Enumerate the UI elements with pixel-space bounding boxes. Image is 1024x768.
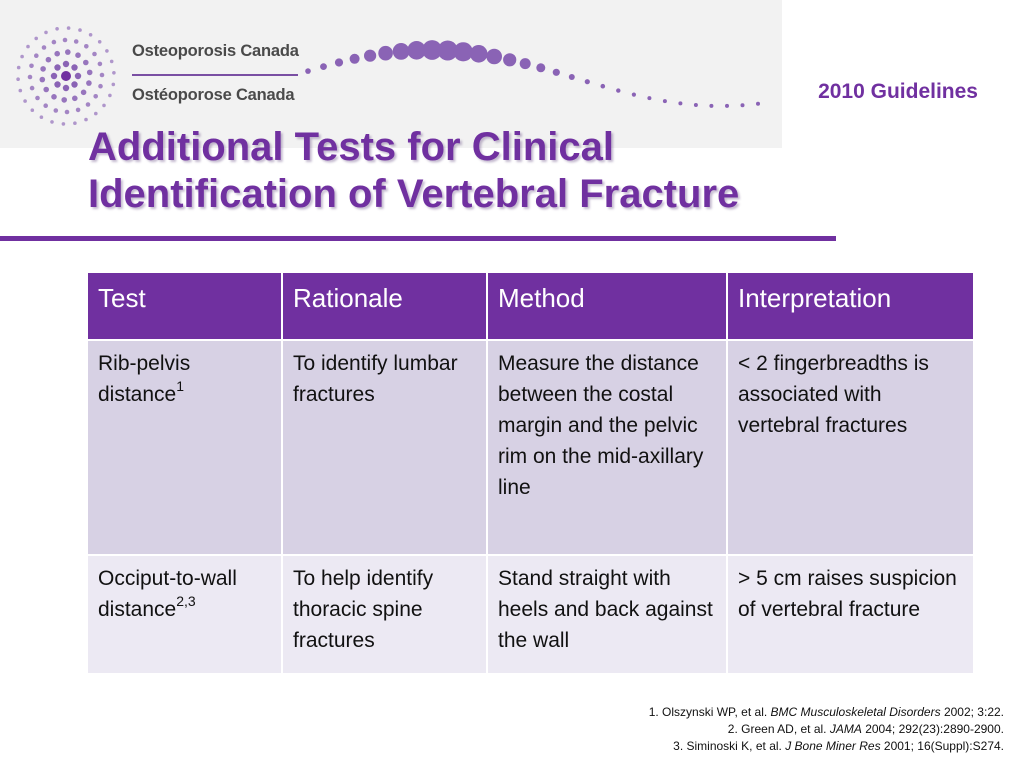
table-row xyxy=(87,555,974,674)
org-name-english: Osteoporosis Canada xyxy=(132,42,299,60)
table-header-row xyxy=(87,272,974,340)
osteoporosis-canada-logo-icon xyxy=(12,22,120,130)
reference-superscript: 2,3 xyxy=(176,593,196,609)
test-name: Occiput-to-wall distance xyxy=(98,567,237,621)
additional-tests-table xyxy=(86,271,975,675)
reference-item: 1. Olszynski WP, et al. BMC Musculoskeletal Disorders 2002; 3:22. xyxy=(648,705,1004,719)
org-name-divider xyxy=(132,74,298,76)
title-line-2: Identification of Vertebral Fracture xyxy=(88,172,740,216)
cell-rationale: To identify lumbar fractures xyxy=(282,340,487,555)
cell-rationale: To help identify thoracic spine fractures xyxy=(282,555,487,674)
cell-interpretation: > 5 cm raises suspicion of vertebral fracture xyxy=(727,555,974,674)
column-header-method: Method xyxy=(487,272,727,340)
reference-item: 2. Green AD, et al. JAMA 2004; 292(23):2890-2900. xyxy=(727,722,1004,736)
reference-item: 3. Siminoski K, et al. J Bone Miner Res 2001; 16(Suppl):S274. xyxy=(673,739,1004,753)
column-header-interpretation: Interpretation xyxy=(727,272,974,340)
decorative-dot-wave-icon xyxy=(300,20,770,110)
table-row xyxy=(87,340,974,555)
column-header-rationale: Rationale xyxy=(282,272,487,340)
column-header-test: Test xyxy=(87,272,282,340)
references xyxy=(649,704,1004,755)
page-title xyxy=(88,124,868,218)
cell-method: Measure the distance between the costal margin and the pelvic rim on the mid-axillary line xyxy=(487,340,727,555)
org-name-french: Ostéoporose Canada xyxy=(132,86,295,104)
guidelines-label: 2010 Guidelines xyxy=(818,80,978,103)
title-underline xyxy=(0,236,836,241)
cell-method: Stand straight with heels and back against the wall xyxy=(487,555,727,674)
reference-superscript: 1 xyxy=(176,378,185,394)
test-name: Rib-pelvis distance xyxy=(98,352,191,406)
cell-test xyxy=(87,555,282,674)
cell-test xyxy=(87,340,282,555)
cell-interpretation: < 2 fingerbreadths is associated with vertebral fractures xyxy=(727,340,974,555)
title-line-1: Additional Tests for Clinical xyxy=(88,125,614,169)
